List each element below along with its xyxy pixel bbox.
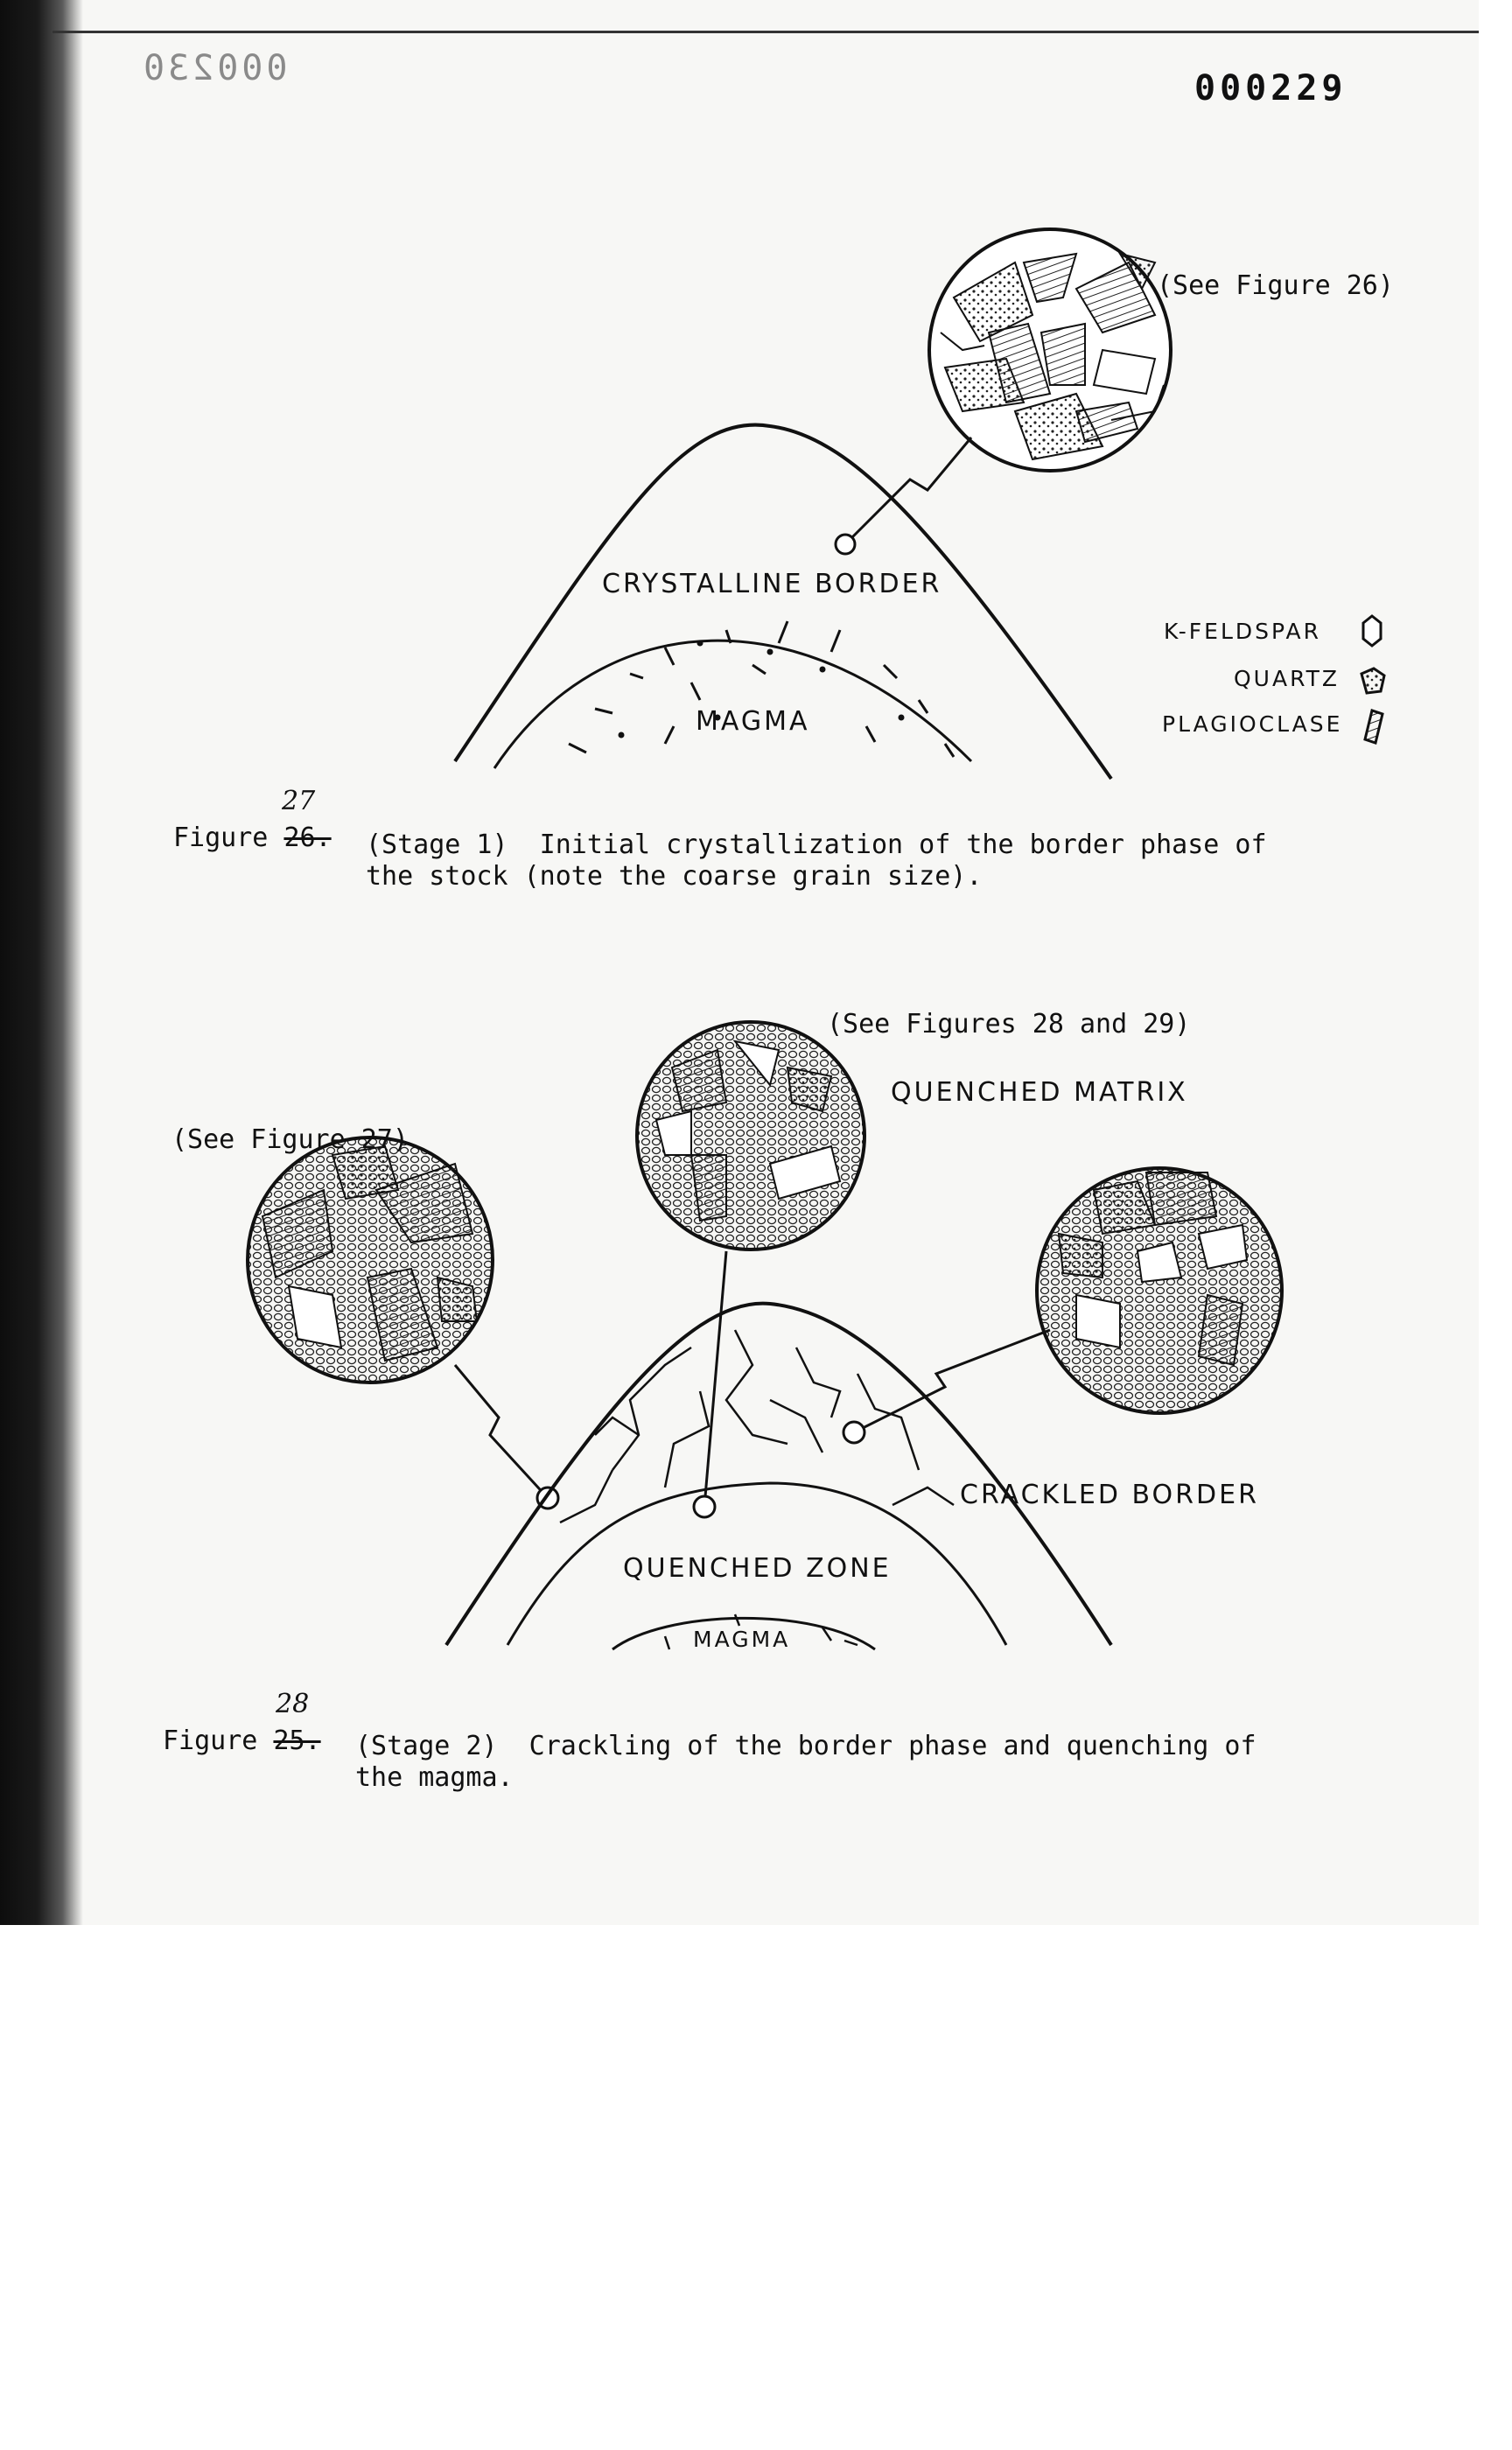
k-feldspar-icon: [1363, 616, 1381, 646]
figure-27-caption-line-2: the stock (note the coarse grain size).: [366, 861, 983, 892]
page-number: 000229: [1194, 68, 1348, 108]
stock-outline-stage-2: [446, 1304, 1111, 1645]
quenched-matrix-inset: [637, 1022, 864, 1250]
quartz-icon: [1362, 668, 1384, 693]
legend: [1162, 616, 1384, 743]
legend-label-quartz: QUARTZ: [1234, 666, 1340, 691]
struck-figure-number-2: 25.: [273, 1726, 321, 1756]
see-figure-ref-left: (See Figure 27): [172, 1124, 409, 1155]
left-leader: [455, 1365, 548, 1498]
figure-28: [172, 1009, 1282, 1652]
center-leader: [704, 1251, 726, 1507]
sample-point: [836, 535, 855, 554]
caption-figure-word: Figure: [173, 822, 269, 853]
inset-leader: [845, 438, 971, 544]
coarse-grain-inset: [929, 229, 1171, 471]
figure-27-caption-prefix: [173, 822, 332, 854]
mirrored-page-number: 000230: [140, 48, 288, 88]
crackled-border-inset-right: [1037, 1168, 1282, 1413]
magma-label-stage-2: MAGMA: [693, 1627, 791, 1652]
quenched-matrix-label: QUENCHED MATRIX: [891, 1077, 1188, 1108]
magma-boundary: [494, 640, 971, 768]
handwritten-figure-number: 27: [282, 786, 316, 816]
figure-27: [455, 229, 1394, 779]
handwritten-figure-number-2: 28: [276, 1689, 310, 1719]
caption-figure-word-2: Figure: [163, 1726, 258, 1756]
crackled-border-inset: [248, 1138, 493, 1382]
see-figures-ref: (See Figures 28 and 29): [827, 1009, 1191, 1040]
border-cracks: [560, 1330, 954, 1522]
right-leader: [854, 1330, 1050, 1432]
sample-point-center: [694, 1496, 715, 1517]
quenched-zone-label: QUENCHED ZONE: [623, 1553, 892, 1584]
legend-label-plagioclase: PLAGIOCLASE: [1162, 711, 1343, 737]
legend-label-k-feldspar: K-FELDSPAR: [1164, 619, 1321, 644]
crystalline-border-label: CRYSTALLINE BORDER: [602, 569, 942, 599]
struck-figure-number: 26.: [284, 822, 332, 853]
see-figure-ref: (See Figure 26): [1157, 270, 1394, 301]
figure-28-caption-line-1: (Stage 2) Crackling of the border phase and quenching of: [355, 1731, 1256, 1761]
figure-27-caption-line-1: (Stage 1) Initial crystallization of the border phase of: [366, 830, 1267, 860]
crackled-border-label: CRACKLED BORDER: [960, 1480, 1259, 1510]
figure-28-caption-line-2: the magma.: [355, 1762, 514, 1793]
plagioclase-icon: [1365, 710, 1382, 743]
sample-point-right: [844, 1422, 864, 1443]
magma-label: MAGMA: [696, 706, 810, 737]
figure-28-caption-prefix: [163, 1726, 321, 1757]
